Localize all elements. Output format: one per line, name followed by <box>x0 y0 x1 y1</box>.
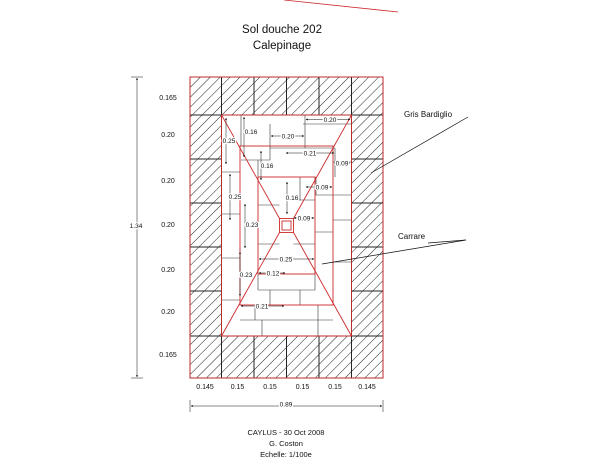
total-height-dimension <box>130 77 143 378</box>
hatched-tile <box>352 77 384 115</box>
outer-tile-band <box>190 77 383 378</box>
column-label: 0.145 <box>196 384 214 391</box>
drawing-title: Sol douche 202 <box>242 24 322 36</box>
hatched-tile <box>352 159 384 203</box>
hatched-tile <box>319 77 352 115</box>
callout-gris-bardiglio <box>371 110 468 173</box>
hatched-tile <box>352 203 384 247</box>
row-label: 0.20 <box>161 222 175 229</box>
leader-line <box>371 117 468 173</box>
row-label: 0.20 <box>161 309 175 316</box>
hatched-tile <box>222 77 255 115</box>
dimension-label: 0.16 <box>260 163 274 170</box>
hatched-tile <box>254 336 287 378</box>
drain-grate-icon <box>282 221 291 230</box>
hatched-tile <box>287 77 320 115</box>
hatched-tile <box>190 336 222 378</box>
hatched-tile <box>190 77 222 115</box>
leader-line <box>322 240 466 264</box>
hatched-tile <box>190 159 222 203</box>
row-label: 0.20 <box>161 267 175 274</box>
dimension-label: 0.16 <box>285 195 299 202</box>
row-height-labels <box>159 95 177 359</box>
dimension-label: 0.25 <box>222 138 236 145</box>
hatched-tile <box>190 291 222 336</box>
inner-tile-joints <box>222 115 352 336</box>
author: G. Coston <box>269 439 303 448</box>
dimension-label: 0.09 <box>335 160 349 168</box>
hatched-tile <box>319 336 352 378</box>
diagonal-bottom-right <box>294 233 352 337</box>
total-width-label: 0.89 <box>279 401 293 409</box>
stray-red-line <box>284 0 398 12</box>
callout-carrare <box>322 232 466 264</box>
hatched-tile <box>352 115 384 159</box>
total-width-dimension <box>190 400 383 412</box>
dimension-label: 0.21 <box>255 303 269 311</box>
drawing-subtitle: Calepinage <box>252 40 312 52</box>
hatched-tile <box>287 336 320 378</box>
dimension-label: 0.12 <box>266 270 280 278</box>
title-block <box>248 428 325 459</box>
hatched-tile <box>352 291 384 336</box>
dimension-label: 0.16 <box>244 129 258 136</box>
column-label: 0.15 <box>295 384 310 391</box>
column-label: 0.145 <box>358 384 376 391</box>
callout-label: Carrare <box>398 232 426 241</box>
dimension-label: 0.25 <box>228 194 242 201</box>
hatched-tile <box>190 115 222 159</box>
dimension-label: 0.23 <box>239 272 253 279</box>
hatched-tile <box>222 336 255 378</box>
hatched-tile <box>190 247 222 291</box>
column-label: 0.15 <box>230 384 245 391</box>
row-label: 0.20 <box>161 178 175 185</box>
row-label: 0.165 <box>159 95 177 102</box>
dimension-label: 0.20 <box>323 117 337 124</box>
column-label: 0.15 <box>328 384 342 391</box>
column-label: 0.15 <box>263 384 277 391</box>
dimension-label: 0.09 <box>297 215 311 223</box>
leader-line <box>428 240 466 243</box>
scale: Echelle: 1/100e <box>260 450 312 459</box>
dimension-label: 0.25 <box>279 256 293 264</box>
dimension-label: 0.09 <box>315 184 329 192</box>
diagonal-bottom-left <box>222 233 280 337</box>
total-height-label: 1.34 <box>129 223 143 230</box>
callout-label: Gris Bardiglio <box>404 110 453 119</box>
column-width-labels <box>196 384 376 391</box>
hatched-tile <box>254 77 287 115</box>
dimension-label: 0.23 <box>245 222 259 229</box>
hatched-tile <box>190 203 222 247</box>
place-date: CAYLUS - 30 Oct 2008 <box>247 428 325 437</box>
row-label: 0.20 <box>161 132 175 139</box>
hatched-tile <box>352 247 384 291</box>
row-label: 0.165 <box>159 352 177 359</box>
dimension-label: 0.20 <box>281 133 295 141</box>
dimension-label: 0.21 <box>303 150 317 158</box>
hatched-tile <box>352 336 384 378</box>
